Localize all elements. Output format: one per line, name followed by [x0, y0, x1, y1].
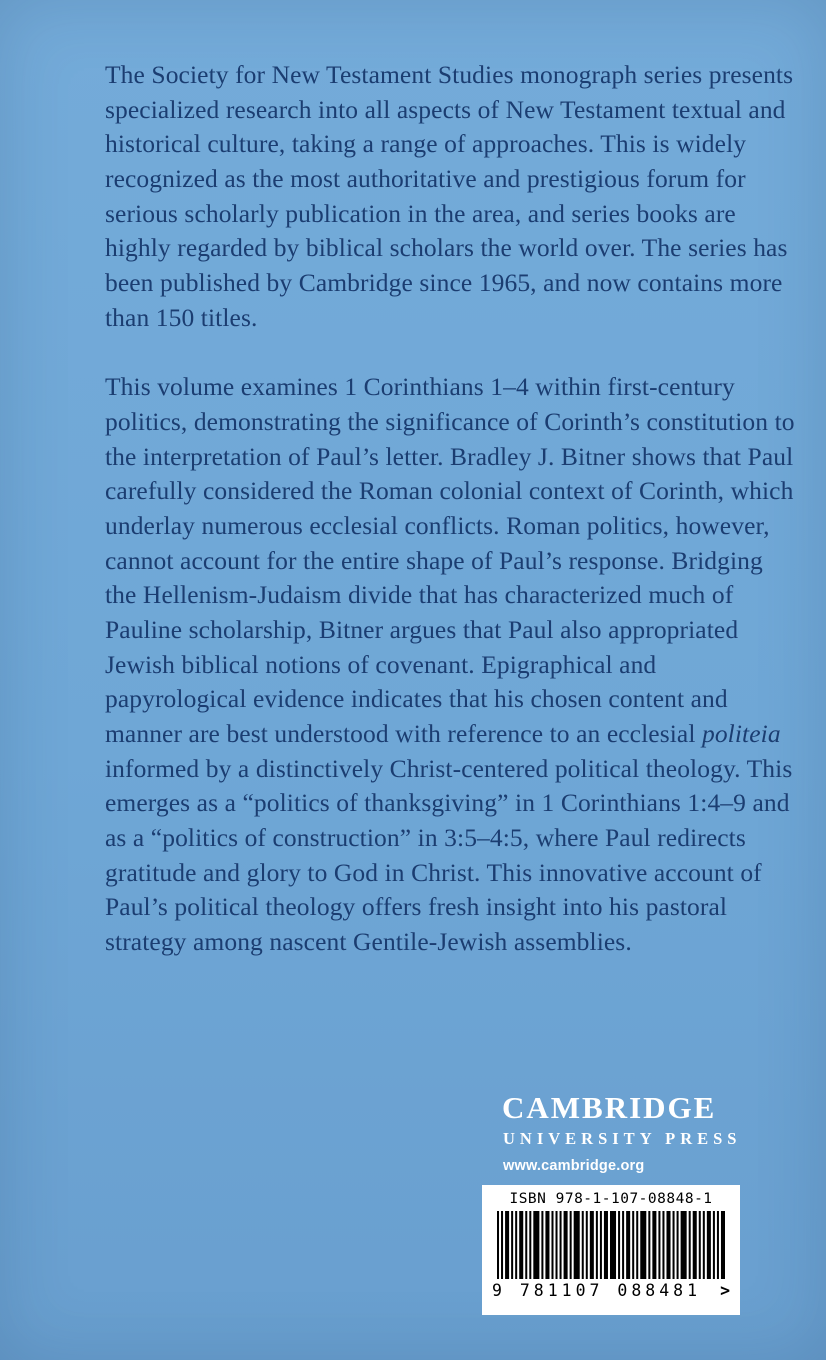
isbn-digits-row: [492, 1281, 730, 1300]
isbn-number: 9 781107 088481: [492, 1280, 702, 1300]
volume-description-italic-term: politeia: [701, 719, 781, 749]
back-cover-blurb: [105, 58, 797, 995]
publisher-logo-wordmark: CAMBRIDGE: [502, 1090, 717, 1125]
isbn-barcode-box: [482, 1185, 740, 1315]
barcode: [497, 1211, 725, 1279]
publisher-division-label: UNIVERSITY PRESS: [503, 1128, 742, 1148]
publisher-block: [482, 1092, 740, 1315]
series-description-paragraph: The Society for New Testament Studies monograph series presents specialized research into all aspects of New Testament textual and historical culture, taking a range of approaches. This is widely recognized as the most authoritative and prestigious forum for serious scholarly publication in the area, and series books are highly regarded by biblical scholars the world over. The series has been published by Cambridge since 1965, and now contains more than 150 titles.: [105, 60, 794, 332]
volume-description-paragraph: [105, 370, 797, 959]
barcode-right-arrow: >: [720, 1280, 730, 1300]
publisher-website-url: www.cambridge.org: [503, 1157, 645, 1174]
volume-description-text-start: This volume examines 1 Corinthians 1–4 within first-century politics, demonstrating the significance of Corinth’s constitution to the interpretation of Paul’s letter. Bradley J. Bitner shows that Paul carefully considered the Roman colonial context of Corinth, which underlay numerous ecclesial conflicts. Roman politics, however, cannot account for the entire shape of Paul’s response. Bridging the Hellenism-Judaism divide that has characterized much of Pauline scholarship, Bitner argues that Paul also appropriated Jewish biblical notions of covenant. Epigraphical and papyrological evidence indicates that his chosen content and manner are best understood with reference to an ecclesial: [105, 372, 795, 749]
volume-description-text-end: informed by a distinctively Christ-centered political theology. This emerges as a “politics of thanksgiving” in 1 Corinthians 1:4–9 and as a “politics of construction” in 3:5–4:5, where Paul redirects gratitude and glory to God in Christ. This innovative account of Paul’s political theology offers fresh insight into his pastoral strategy among nascent Gentile-Jewish assemblies.: [105, 753, 793, 957]
isbn-label: ISBN 978-1-107-08848-1: [509, 1190, 713, 1207]
